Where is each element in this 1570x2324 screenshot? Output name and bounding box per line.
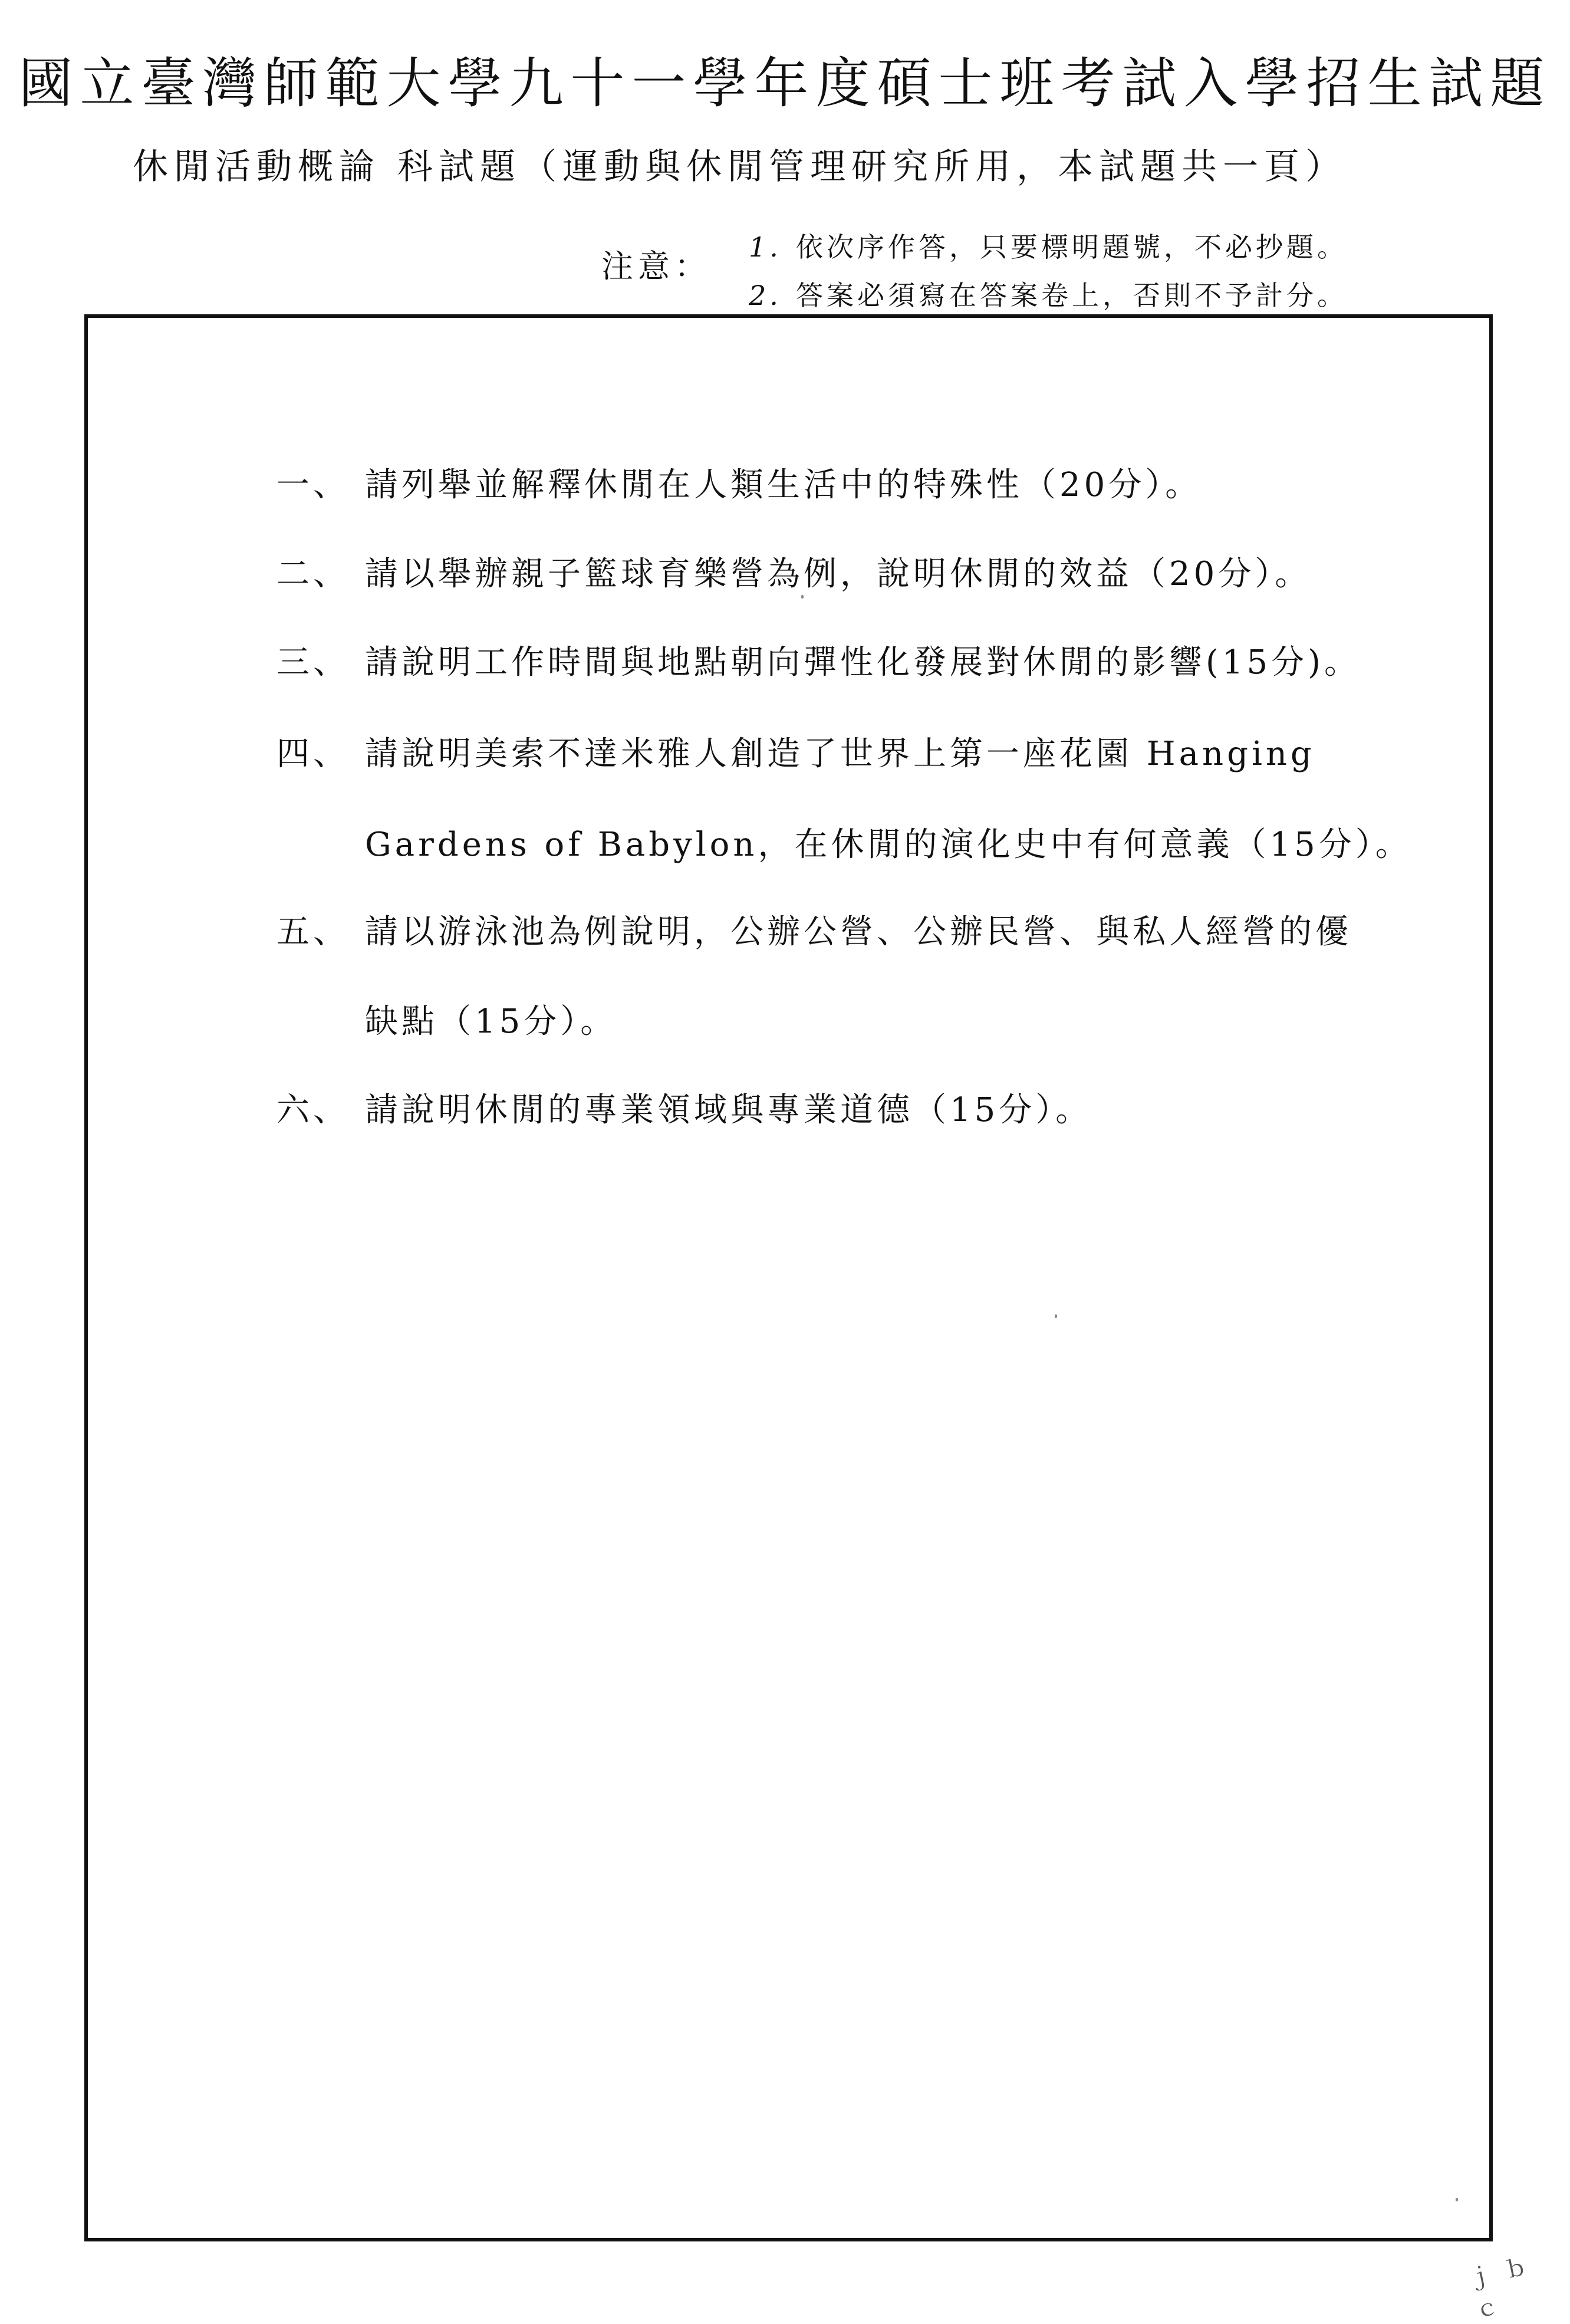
question-number: 三、	[277, 643, 350, 682]
question-text: 請說明工作時間與地點朝向彈性化發展對休閒的影響(15分)。	[365, 643, 1361, 682]
question-number: 一、	[277, 466, 350, 504]
notice-item-text: 答案必須寫在答案卷上，否則不予計分。	[796, 280, 1348, 311]
notice-list	[749, 223, 1348, 320]
notice-item-number: 1.	[749, 231, 782, 263]
question-text-continued: 缺點（15分）。	[365, 1002, 617, 1041]
question-text: 請說明美索不達米雅人創造了世界上第一座花園 Hanging	[365, 735, 1315, 773]
notice-item-text: 依次序作答，只要標明題號，不必抄題。	[796, 231, 1348, 263]
question-number: 四、	[277, 735, 350, 773]
corner-handwritten-mark: ｊ ｂ ｃ	[1466, 2253, 1533, 2323]
notice-item	[749, 223, 1348, 271]
question-text: 請列舉並解釋休閒在人類生活中的特殊性（20分）。	[365, 466, 1202, 504]
notice-label: 注意：	[601, 248, 711, 285]
scan-speck	[1055, 1314, 1057, 1318]
question-number: 二、	[277, 555, 350, 593]
exam-subtitle: 休閒活動概論 科試題（運動與休閒管理研究所用，本試題共一頁）	[133, 146, 1347, 188]
question-text-continued: Gardens of Babylon，在休閒的演化史中有何意義（15分）。	[365, 826, 1412, 864]
scan-speck	[1456, 2198, 1458, 2201]
notice-item-number: 2.	[749, 280, 782, 311]
exam-title: 國立臺灣師範大學九十一學年度碩士班考試入學招生試題	[18, 52, 1552, 115]
question-number: 六、	[277, 1091, 350, 1129]
question-number: 五、	[277, 913, 350, 951]
scan-speck	[801, 595, 804, 599]
question-frame	[84, 314, 1493, 2241]
notice-item	[749, 271, 1348, 320]
question-text: 請以舉辦親子籃球育樂營為例，說明休閒的效益（20分）。	[365, 555, 1312, 593]
question-text: 請以游泳池為例說明，公辦公營、公辦民營、與私人經營的優	[365, 913, 1352, 951]
question-text: 請說明休閒的專業領域與專業道德（15分）。	[365, 1091, 1092, 1129]
